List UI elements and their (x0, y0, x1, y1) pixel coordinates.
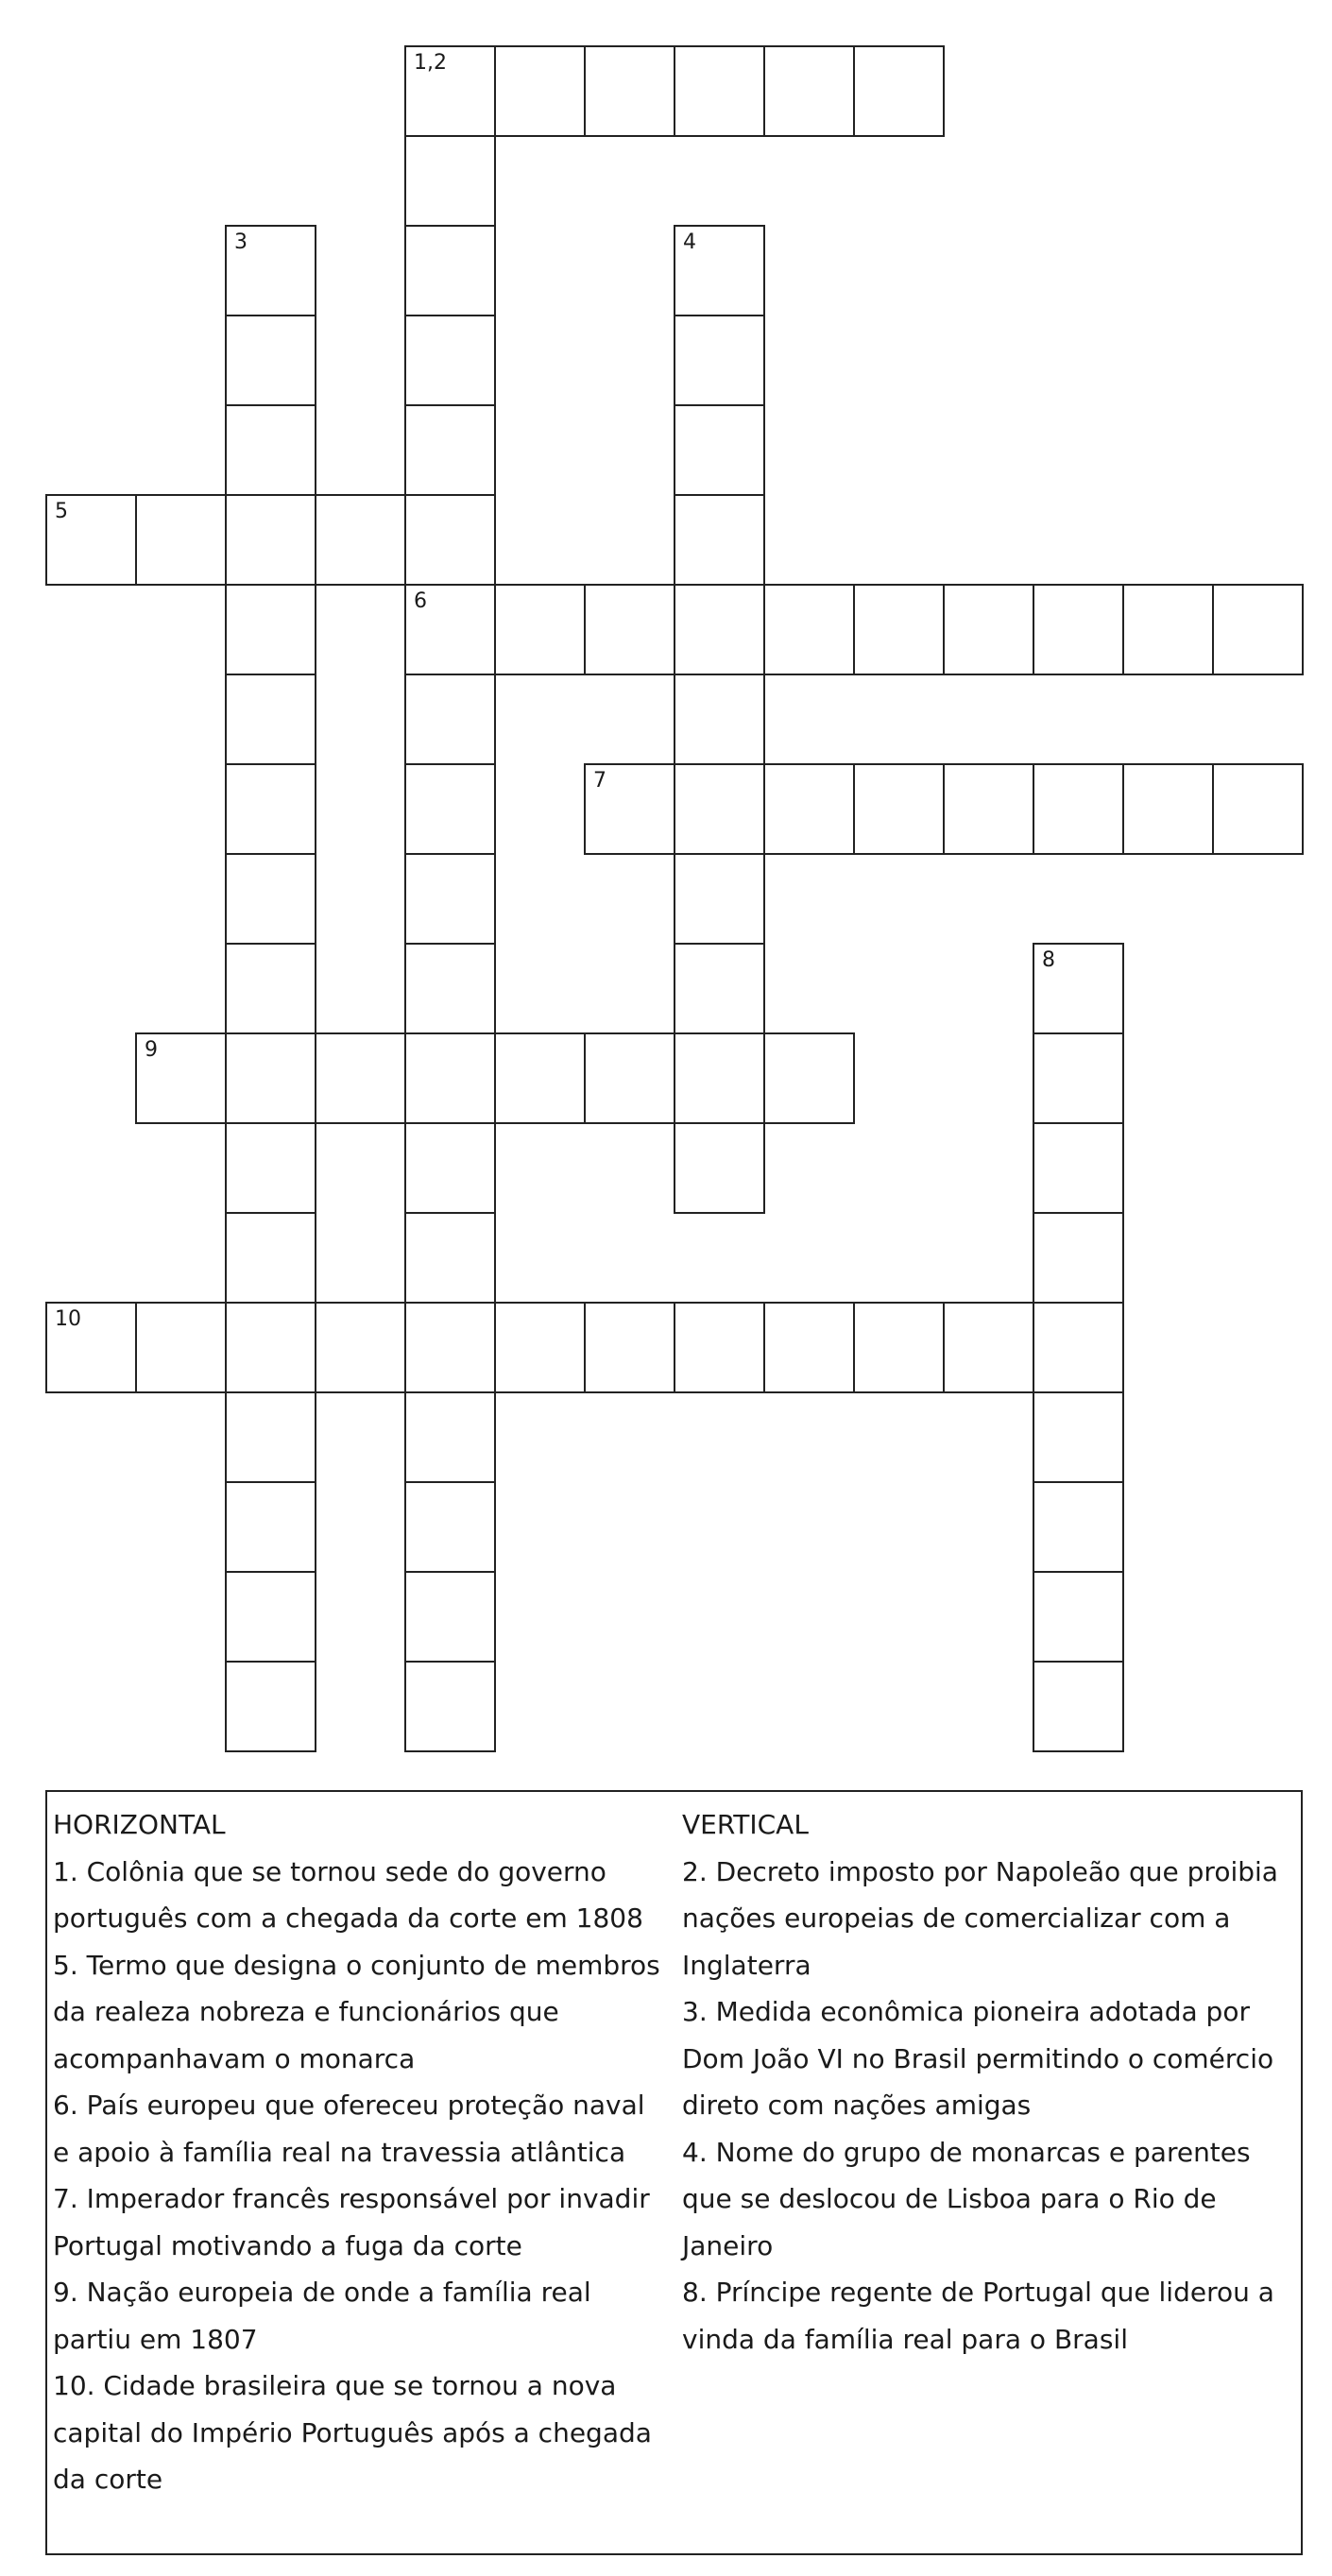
grid-cell[interactable] (494, 1032, 586, 1124)
grid-cell[interactable] (674, 943, 765, 1034)
vertical-clues (682, 1801, 1296, 2363)
grid-cell[interactable] (494, 584, 586, 675)
grid-cell[interactable] (404, 135, 496, 227)
clue-h7: 7. Imperador francês responsável por invadir Portugal motivando a fuga da corte (53, 2183, 650, 2261)
grid-cell[interactable] (674, 1032, 765, 1124)
horizontal-clues (53, 1801, 667, 2503)
grid-cell[interactable] (1033, 943, 1124, 1034)
grid-cell[interactable] (225, 1032, 316, 1124)
grid-cell[interactable] (494, 45, 586, 137)
grid-cell[interactable] (135, 1302, 227, 1393)
grid-cell[interactable] (674, 404, 765, 496)
grid-cell[interactable] (763, 1032, 855, 1124)
grid-cell[interactable] (225, 674, 316, 765)
grid-cell[interactable] (1033, 1661, 1124, 1752)
clue-number: 1,2 (414, 51, 447, 75)
grid-cell[interactable] (584, 45, 675, 137)
clue-v3: 3. Medida econômica pioneira adotada por Dom João VI no Brasil permitindo o comércio direto com nações amigas (682, 1996, 1274, 2121)
grid-cell[interactable] (225, 763, 316, 855)
grid-cell[interactable] (45, 1302, 137, 1393)
grid-cell[interactable] (1033, 1212, 1124, 1304)
clue-h5: 5. Termo que designa o conjunto de membros da realeza nobreza e funcionários que acompanhavam o monarca (53, 1949, 660, 2074)
grid-cell[interactable] (404, 1122, 496, 1214)
grid-cell[interactable] (404, 404, 496, 496)
clue-number: 3 (234, 230, 248, 254)
grid-cell[interactable] (225, 315, 316, 406)
grid-cell[interactable] (404, 1391, 496, 1483)
grid-cell[interactable] (674, 674, 765, 765)
grid-cell[interactable] (853, 45, 945, 137)
grid-cell[interactable] (225, 404, 316, 496)
clue-h1: 1. Colônia que se tornou sede do governo português com a chegada da corte em 1808 (53, 1855, 643, 1934)
grid-cell[interactable] (404, 494, 496, 586)
grid-cell[interactable] (1122, 584, 1214, 675)
grid-cell[interactable] (494, 1302, 586, 1393)
vertical-heading: VERTICAL (682, 1809, 809, 1840)
grid-cell[interactable] (1122, 763, 1214, 855)
grid-cell[interactable] (853, 763, 945, 855)
grid-cell[interactable] (943, 763, 1034, 855)
grid-cell[interactable] (1033, 1122, 1124, 1214)
grid-cell[interactable] (1212, 584, 1304, 675)
clue-number: 10 (55, 1307, 81, 1331)
grid-cell[interactable] (315, 494, 406, 586)
clue-v4: 4. Nome do grupo de monarcas e parentes que se deslocou de Lisboa para o Rio de Janeiro (682, 2136, 1251, 2261)
grid-cell[interactable] (225, 1661, 316, 1752)
grid-cell[interactable] (225, 853, 316, 945)
grid-cell[interactable] (1033, 584, 1124, 675)
grid-cell[interactable] (584, 1302, 675, 1393)
grid-cell[interactable] (225, 1571, 316, 1663)
grid-cell[interactable] (1033, 1391, 1124, 1483)
grid-cell[interactable] (674, 45, 765, 137)
grid-cell[interactable] (1033, 763, 1124, 855)
grid-cell[interactable] (404, 1302, 496, 1393)
grid-cell[interactable] (404, 943, 496, 1034)
clue-h6: 6. País europeu que ofereceu proteção naval e apoio à família real na travessia atlântica (53, 2090, 645, 2168)
grid-cell[interactable] (853, 1302, 945, 1393)
grid-cell[interactable] (763, 1302, 855, 1393)
grid-cell[interactable] (674, 584, 765, 675)
grid-cell[interactable] (1033, 1032, 1124, 1124)
grid-cell[interactable] (584, 1032, 675, 1124)
grid-cell[interactable] (763, 763, 855, 855)
grid-cell[interactable] (225, 1212, 316, 1304)
grid-cell[interactable] (404, 45, 496, 137)
grid-cell[interactable] (225, 494, 316, 586)
clue-number: 8 (1042, 948, 1055, 972)
grid-cell[interactable] (674, 494, 765, 586)
grid-cell[interactable] (943, 1302, 1034, 1393)
clue-h9: 9. Nação europeia de onde a família real partiu em 1807 (53, 2277, 591, 2355)
grid-cell[interactable] (404, 763, 496, 855)
clue-number: 5 (55, 500, 68, 523)
grid-cell[interactable] (135, 494, 227, 586)
grid-cell[interactable] (404, 584, 496, 675)
grid-cell[interactable] (404, 1571, 496, 1663)
grid-cell[interactable] (225, 225, 316, 316)
grid-cell[interactable] (404, 315, 496, 406)
clues-box (45, 1790, 1303, 2555)
grid-cell[interactable] (135, 1032, 227, 1124)
grid-cell[interactable] (763, 45, 855, 137)
grid-cell[interactable] (584, 584, 675, 675)
grid-cell[interactable] (404, 225, 496, 316)
clue-number: 6 (414, 589, 427, 613)
grid-cell[interactable] (943, 584, 1034, 675)
clue-number: 9 (145, 1038, 158, 1062)
grid-cell[interactable] (225, 1302, 316, 1393)
horizontal-heading: HORIZONTAL (53, 1809, 226, 1840)
grid-cell[interactable] (404, 674, 496, 765)
grid-cell[interactable] (674, 853, 765, 945)
clue-v2: 2. Decreto imposto por Napoleão que proibia nações europeias de comercializar com a Inglaterra (682, 1855, 1278, 1981)
clue-number: 7 (593, 769, 606, 793)
grid-cell[interactable] (315, 1302, 406, 1393)
grid-cell[interactable] (404, 1032, 496, 1124)
grid-cell[interactable] (404, 1481, 496, 1573)
grid-cell[interactable] (1033, 1302, 1124, 1393)
grid-cell[interactable] (1212, 763, 1304, 855)
grid-cell[interactable] (1033, 1571, 1124, 1663)
grid-cell[interactable] (225, 943, 316, 1034)
grid-cell[interactable] (45, 494, 137, 586)
grid-cell[interactable] (404, 1661, 496, 1752)
grid-cell[interactable] (674, 225, 765, 316)
grid-cell[interactable] (225, 1481, 316, 1573)
grid-cell[interactable] (674, 1302, 765, 1393)
grid-cell[interactable] (584, 763, 675, 855)
grid-cell[interactable] (225, 1122, 316, 1214)
grid-cell[interactable] (404, 853, 496, 945)
grid-cell[interactable] (674, 315, 765, 406)
grid-cell[interactable] (763, 584, 855, 675)
grid-cell[interactable] (225, 584, 316, 675)
grid-cell[interactable] (1033, 1481, 1124, 1573)
grid-cell[interactable] (225, 1391, 316, 1483)
grid-cell[interactable] (315, 1032, 406, 1124)
grid-cell[interactable] (674, 763, 765, 855)
clue-h10: 10. Cidade brasileira que se tornou a nova capital do Império Português após a chegada da corte (53, 2370, 652, 2495)
grid-cell[interactable] (674, 1122, 765, 1214)
grid-cell[interactable] (853, 584, 945, 675)
clue-v8: 8. Príncipe regente de Portugal que liderou a vinda da família real para o Brasil (682, 2277, 1274, 2355)
grid-cell[interactable] (404, 1212, 496, 1304)
clue-number: 4 (683, 230, 696, 254)
